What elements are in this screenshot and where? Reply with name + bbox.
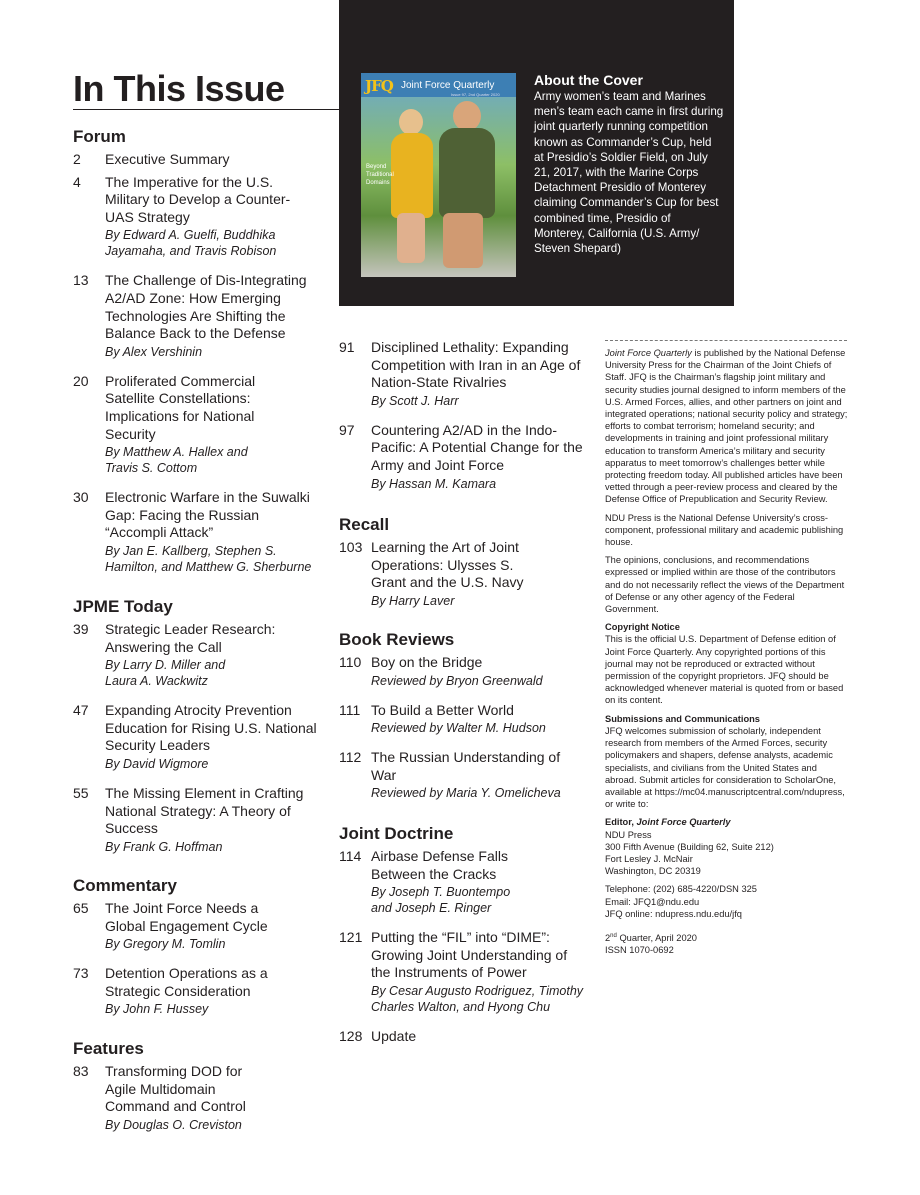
cover-image — [361, 73, 516, 277]
article-title: Disciplined Lethality: Expanding Competition with Iran in an Age of Nation-State Rivalries — [371, 339, 581, 391]
article-title: Proliferated Commercial Satellite Constellations: Implications for National Security — [105, 372, 256, 442]
article-author: By Gregory M. Tomlin — [105, 937, 226, 952]
section-heading: Features — [73, 1039, 144, 1058]
email-link[interactable]: Email: JFQ1@ndu.edu — [605, 896, 700, 907]
masthead-intro — [605, 347, 850, 506]
page-number: 103 — [339, 539, 363, 555]
toc-entry[interactable] — [73, 489, 318, 575]
article-author: By Larry D. Miller and Laura A. Wackwitz — [105, 658, 226, 689]
article-title: Electronic Warfare in the Suwalki Gap: Facing the Russian “Accompli Attack” — [105, 489, 310, 541]
copyright-heading: Copyright Notice — [605, 622, 680, 633]
editor-heading — [605, 816, 850, 828]
page-number: 128 — [339, 1027, 363, 1044]
telephone: Telephone: (202) 685-4220/DSN 325 — [605, 884, 757, 895]
masthead-ndu-press: NDU Press is the National Defense University’s cross-component, professional military and academic publishing house. — [605, 512, 844, 548]
article-author: By Edward A. Guelfi, Buddhika Jayamaha, and Travis Robison — [105, 228, 277, 259]
article-author: By Scott J. Harr — [371, 393, 459, 408]
article-title: The Imperative for the U.S. Military to Develop a Counter-UAS Strategy — [105, 173, 291, 225]
toc-entry[interactable] — [339, 749, 584, 801]
masthead-opinions: The opinions, conclusions, and recommendations expressed or implied within are those of the contributors and do not necessarily reflect the views of the Department of Defense or any other agency of the Federal Government. — [605, 555, 845, 615]
page-number: 73 — [73, 965, 89, 982]
address-line: NDU Press — [605, 829, 652, 840]
section-features-continued — [339, 339, 584, 492]
page-number: 91 — [339, 339, 355, 355]
toc-entry[interactable] — [73, 1063, 318, 1133]
article-title: Expanding Atrocity Prevention Education for Rising U.S. National Security Leaders — [105, 702, 317, 754]
section-heading: Book Reviews — [339, 630, 455, 649]
article-author: Reviewed by Maria Y. Omelicheva — [371, 786, 561, 801]
article-title: Airbase Defense Falls Between the Cracks — [371, 848, 508, 882]
article-title: Putting the “FIL” into “DIME”: Growing Joint Understanding of the Instruments of Power — [371, 929, 568, 981]
toc-entry[interactable] — [73, 702, 318, 772]
section-book-reviews — [339, 630, 584, 801]
submissions-text: JFQ welcomes submission of scholarly, independent research from members of the Armed Forces, security policymakers and shapers, defense analysts, academic specialists, and civilians from the United States and abroad. Submit articles for consideration to ScholarOne, available at https://mc04.manuscriptcentral.com/ndupress, or write to: — [605, 725, 845, 810]
section-heading: JPME Today — [73, 597, 173, 616]
masthead-intro-text: is published by the National Defense University Press for the Chairman of the Joint Chiefs of Staff. JFQ is the Chairman’s flagship joint military and security studies journal designed to inform members of the U.S. Armed Forces, allies, and other partners on joint and integrated operations; national security policy and strategy; efforts to combat terrorism; homeland security; and developments in training and joint professional military education to transform America’s military and security apparatus to meet tomorrow’s challenges better while protecting freedom today. All published articles have been vetted through a peer-review process and cleared by the Defense Office of Prepublication and Security Review. — [605, 348, 848, 505]
toc-entry[interactable] — [73, 785, 318, 855]
page-number: 110 — [339, 654, 362, 670]
toc-entry[interactable] — [339, 654, 584, 689]
article-author: By Alex Vershinin — [105, 344, 203, 359]
article-author: By Matthew A. Hallex and Travis S. Cottom — [105, 445, 248, 476]
article-title: The Russian Understanding of War — [371, 749, 561, 783]
masthead — [605, 347, 850, 962]
page-number: 30 — [73, 489, 89, 506]
quarter-date: Quarter, April 2020 — [616, 933, 697, 944]
cover-journal-name: Joint Force Quarterly — [401, 80, 495, 91]
contact-info — [605, 883, 850, 920]
page-number: 97 — [339, 421, 355, 438]
page-number: 114 — [339, 848, 362, 864]
toc-entry[interactable] — [73, 965, 318, 1017]
page-number: 112 — [339, 749, 362, 766]
cover-runner-head — [399, 109, 423, 135]
issn: ISSN 1070-0692 — [605, 945, 674, 956]
section-joint-doctrine — [339, 824, 584, 1046]
page-number: 65 — [73, 900, 89, 916]
page-number: 2 — [73, 151, 81, 167]
toc-entry[interactable] — [339, 422, 584, 492]
article-author: By John F. Hussey — [105, 1002, 209, 1017]
article-title: The Joint Force Needs a Global Engagement Cycle — [105, 900, 268, 934]
article-title: The Missing Element in Crafting National Strategy: A Theory of Success — [105, 784, 304, 837]
article-author: Reviewed by Walter M. Hudson — [371, 721, 546, 736]
section-heading: Joint Doctrine — [339, 824, 454, 843]
cover-runner-head — [453, 101, 481, 131]
article-title: Update — [371, 1027, 417, 1044]
toc-entry[interactable] — [339, 1028, 584, 1046]
issue-info — [605, 930, 850, 957]
article-title: Transforming DOD for Agile Multidomain Command and Control — [105, 1063, 246, 1115]
cover-runner-legs — [397, 213, 425, 263]
article-title: Boy on the Bridge — [371, 654, 483, 670]
page-number: 83 — [73, 1063, 89, 1079]
editor-journal: Joint Force Quarterly — [636, 817, 731, 828]
about-cover-text: Army women’s team and Marines men’s team each came in first during joint quarterly running competition known as Commander’s Cup, held at Presidio’s Soldier Field, on July 21, 2017, with the Marine Corps Detachment Presidio of Monterey claiming Commander’s Cup for best combined time, Presidio of Monterey, California (U.S. Army/ Steven Shepard) — [534, 90, 724, 256]
article-author: By Harry Laver — [371, 593, 455, 608]
article-author: Reviewed by Bryon Greenwald — [371, 673, 543, 688]
toc-entry[interactable] — [73, 621, 318, 689]
cover-logo: JFQ — [365, 77, 393, 95]
page-number: 121 — [339, 929, 363, 946]
article-author: By Cesar Augusto Rodriguez, Timothy Charles Walton, and Hyong Chu — [371, 983, 584, 1014]
article-author: By David Wigmore — [105, 756, 209, 771]
section-heading: Commentary — [73, 876, 177, 895]
masthead-divider — [605, 340, 847, 341]
copyright-text: This is the official U.S. Department of Defense edition of Joint Force Quarterly. Any copyrighted portions of this journal may not be reproduced or extracted without permission of the copyright proprietors. JFQ should be acknowledged whenever material is quoted from or based on its content. — [605, 634, 844, 706]
article-title: Executive Summary — [105, 151, 230, 167]
submissions-heading: Submissions and Communications — [605, 713, 760, 724]
title-divider — [73, 109, 339, 110]
section-heading: Recall — [339, 515, 390, 534]
cover-tagline: Beyond Traditional Domains — [366, 164, 394, 186]
toc-entry[interactable] — [339, 339, 584, 409]
cover-issue: Issue 97, 2nd Quarter 2020 — [451, 92, 500, 97]
editor-label: Editor, — [605, 817, 637, 828]
toc-entry[interactable] — [73, 151, 318, 169]
section-jpme-today — [73, 597, 318, 855]
section-features — [73, 1039, 318, 1133]
article-author: By Frank G. Hoffman — [105, 839, 223, 854]
article-author: By Hassan M. Kamara — [371, 476, 497, 491]
page-number: 39 — [73, 621, 89, 637]
address-line: Washington, DC 20319 — [605, 866, 701, 877]
quarter-suffix: nd — [610, 932, 617, 939]
toc-entry[interactable] — [73, 373, 318, 476]
cover-runner-legs — [443, 213, 483, 268]
address-line: 300 Fifth Avenue (Building 62, Suite 212) — [605, 841, 774, 852]
section-commentary — [73, 876, 318, 1017]
toc-entry[interactable] — [339, 702, 584, 737]
website-link[interactable]: JFQ online: ndupress.ndu.edu/jfq — [605, 908, 742, 919]
section-forum — [73, 127, 318, 575]
toc-entry[interactable] — [339, 539, 584, 609]
page-number: 55 — [73, 784, 89, 801]
toc-entry[interactable] — [73, 272, 318, 359]
article-author: By Jan E. Kallberg, Stephen S. Hamilton, and Matthew G. Sherburne — [105, 543, 312, 574]
address-line: Fort Lesley J. McNair — [605, 853, 693, 864]
toc-entry[interactable] — [73, 174, 318, 260]
mailing-address — [605, 829, 850, 878]
page-number: 47 — [73, 702, 89, 719]
section-recall — [339, 515, 584, 609]
article-title: Strategic Leader Research: Answering the Call — [105, 621, 276, 655]
article-title: Learning the Art of Joint Operations: Ulysses S. Grant and the U.S. Navy — [371, 539, 524, 591]
toc-entry[interactable] — [339, 848, 584, 916]
page-number: 4 — [73, 173, 81, 190]
toc-entry[interactable] — [339, 929, 584, 1015]
section-heading: Forum — [73, 127, 126, 146]
page-number: 13 — [73, 272, 89, 289]
article-title: Detention Operations as a Strategic Consideration — [105, 965, 268, 999]
article-title: The Challenge of Dis-Integrating A2/AD Zone: How Emerging Technologies Are Shifting the Balance Back to the Defense — [105, 272, 307, 342]
about-cover-title: About the Cover — [534, 72, 643, 88]
page-title: In This Issue — [73, 68, 285, 109]
cover-runner-body — [439, 128, 495, 218]
quarter-number: 2 — [605, 933, 611, 944]
page-number: 20 — [73, 372, 89, 389]
article-title: To Build a Better World — [371, 701, 514, 718]
page-number: 111 — [339, 701, 361, 718]
article-author: By Joseph T. Buontempo and Joseph E. Ringer — [371, 885, 511, 916]
article-author: By Douglas O. Creviston — [105, 1117, 242, 1132]
article-title: Countering A2/AD in the Indo-Pacific: A Potential Change for the Army and Joint Force — [371, 421, 583, 473]
journal-name: Joint Force Quarterly — [605, 348, 692, 358]
toc-entry[interactable] — [73, 900, 318, 952]
